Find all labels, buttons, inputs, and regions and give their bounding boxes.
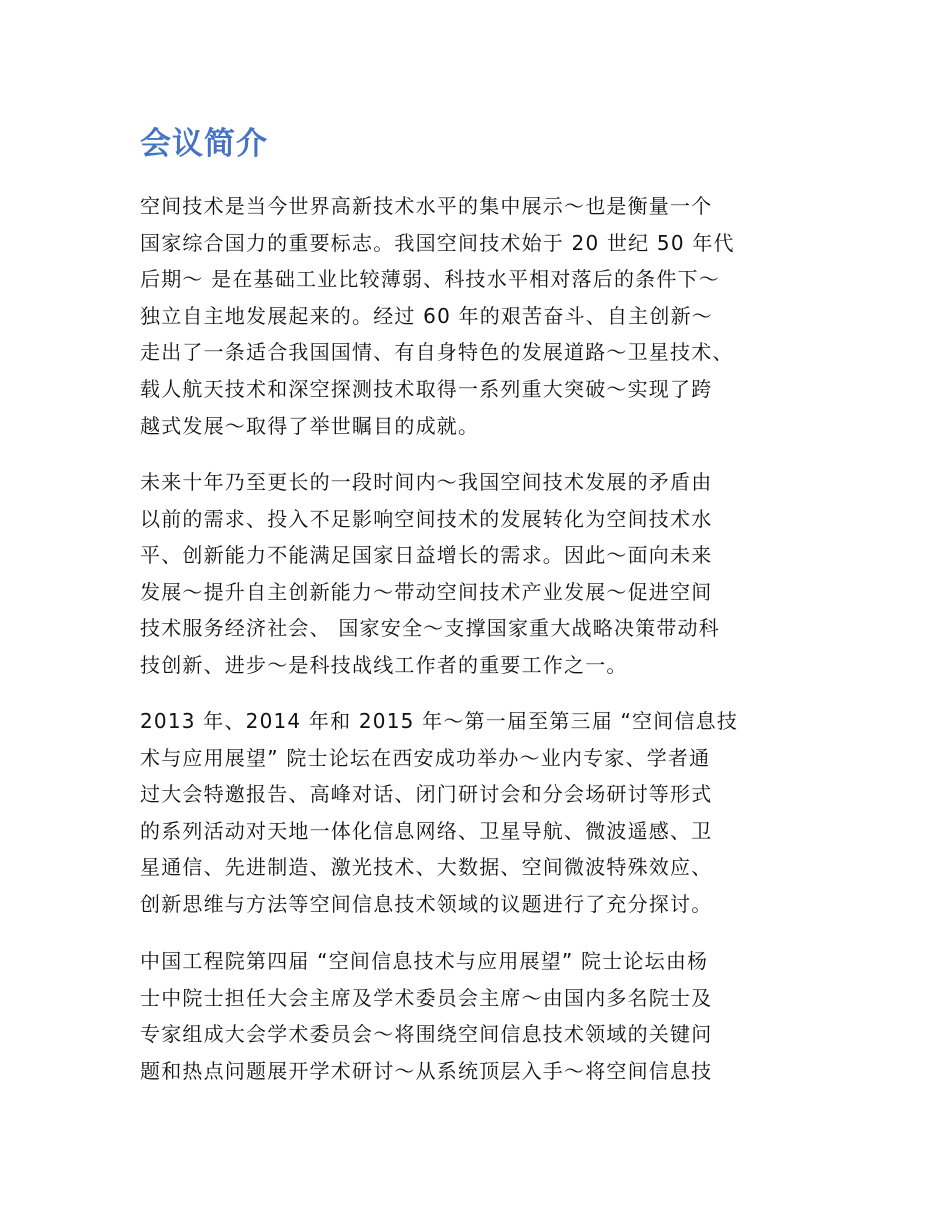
paragraph-line: 创新思维与方法等空间信息技术领域的议题进行了充分探讨。	[140, 891, 713, 916]
paragraph-4	[140, 943, 840, 1089]
paragraph-line: 中国工程院第四届 “空间信息技术与应用展望” 院士论坛由杨	[140, 949, 709, 973]
paragraph-3	[140, 703, 840, 923]
paragraph-2	[140, 464, 840, 684]
paragraph-line: 专家组成大会学术委员会～将围绕空间信息技术领域的关键问	[140, 1022, 713, 1047]
paragraph-line: 载人航天技术和深空探测技术取得一系列重大突破～实现了跨	[140, 376, 713, 401]
paragraph-line: 星通信、先进制造、激光技术、大数据、空间微波特殊效应、	[140, 855, 713, 880]
paragraph-line: 以前的需求、投入不足影响空间技术的发展转化为空间技术水	[140, 506, 713, 531]
paragraph-line: 技创新、进步～是科技战线工作者的重要工作之一。	[140, 652, 628, 677]
paragraph-line: 发展～提升自主创新能力～带动空间技术产业发展～促进空间	[140, 579, 713, 604]
paragraph-line: 空间技术是当今世界高新技术水平的集中展示～也是衡量一个	[140, 194, 713, 218]
paragraph-line: 后期～ 是在基础工业比较薄弱、科技水平相对落后的条件下～	[140, 267, 720, 292]
paragraph-line: 2013 年、2014 年和 2015 年～第一届至第三届 “空间信息技	[140, 709, 739, 733]
paragraph-line: 士中院士担任大会主席及学术委员会主席～由国内多名院士及	[140, 985, 713, 1010]
paragraph-line: 独立自主地发展起来的。经过 60 年的艰苦奋斗、自主创新～	[140, 303, 713, 328]
paragraph-line: 题和热点问题展开学术研讨～从系统顶层入手～将空间信息技	[140, 1058, 713, 1083]
paragraph-line: 过大会特邀报告、高峰对话、闭门研讨会和分会场研讨等形式	[140, 782, 713, 807]
paragraph-line: 国家综合国力的重要标志。我国空间技术始于 20 世纪 50 年代	[140, 230, 735, 255]
paragraph-line: 技术服务经济社会、 国家安全～支撑国家重大战略决策带动科	[140, 616, 720, 641]
paragraph-line: 越式发展～取得了举世瞩目的成就。	[140, 413, 480, 438]
paragraph-line: 平、创新能力不能满足国家日益增长的需求。因此～面向未来	[140, 543, 713, 568]
paragraph-line: 走出了一条适合我国国情、有自身特色的发展道路～卫星技术、	[140, 340, 734, 365]
paragraph-line: 未来十年乃至更长的一段时间内～我国空间技术发展的矛盾由	[140, 470, 713, 494]
paragraph-1	[140, 188, 840, 444]
page-title: 会议简介	[140, 126, 268, 162]
paragraph-line: 的系列活动对天地一体化信息网络、卫星导航、微波遥感、卫	[140, 818, 713, 843]
paragraph-line: 术与应用展望” 院士论坛在西安成功举办～业内专家、学者通	[140, 745, 711, 770]
